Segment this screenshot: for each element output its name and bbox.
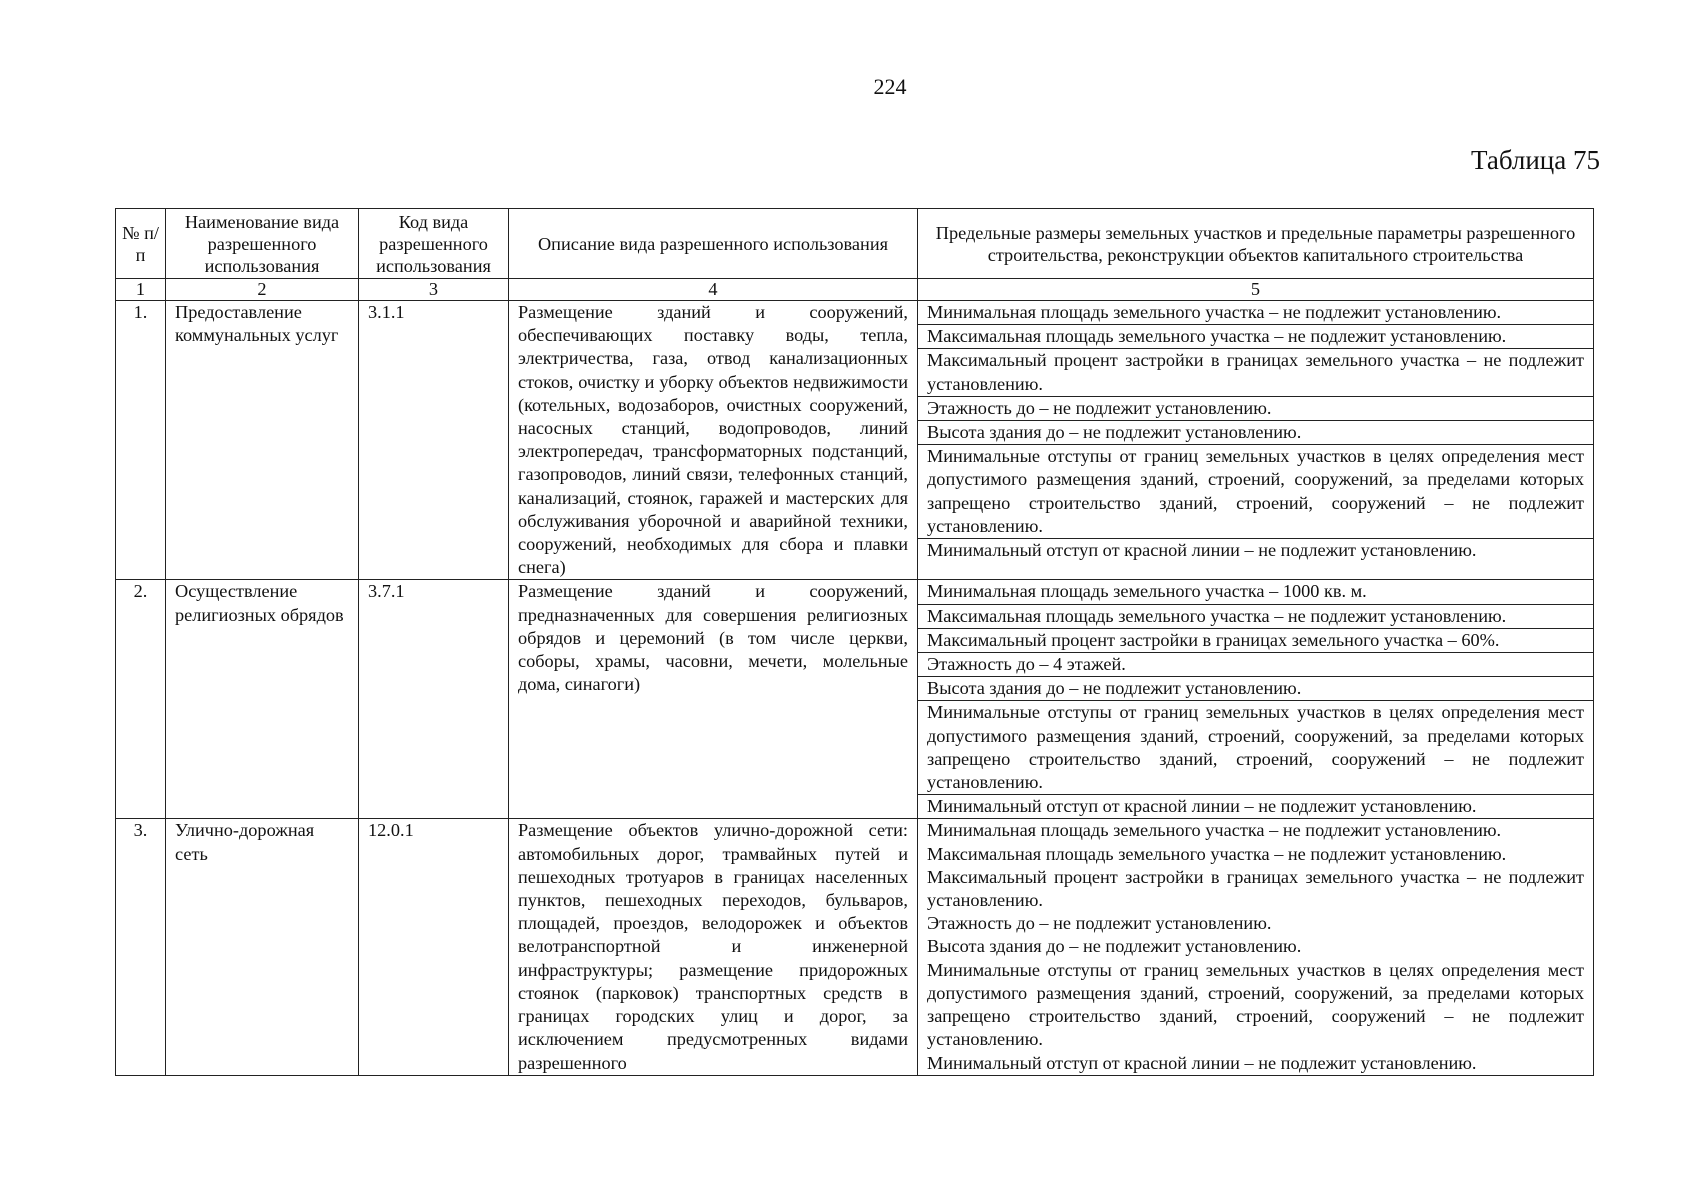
row-params	[918, 580, 1594, 819]
table-row	[116, 301, 1594, 580]
table-header-row	[116, 209, 1594, 279]
land-use-table	[115, 208, 1594, 1076]
param-min-area: Минимальная площадь земельного участка – не подлежит установлению.	[918, 301, 1593, 325]
row-description: Размещение зданий и сооружений, предназначенных для совершения религиозных обрядов и церемоний (в том числе церкви, соборы, храмы, часовни, мечети, молельные дома, синагоги)	[509, 580, 918, 819]
row-name: Осуществление религиозных обрядов	[166, 580, 359, 819]
header-number: № п/п	[116, 209, 166, 279]
param-max-area: Максимальная площадь земельного участка – не подлежит установлению.	[918, 325, 1593, 349]
param-min-offsets: Минимальные отступы от границ земельных участков в целях определения мест допустимого размещения зданий, строений, сооружений, за пределами которых запрещено строительство зданий, строений, сооружений – не подлежит установлению.	[918, 701, 1593, 795]
row-name: Предоставление коммунальных услуг	[166, 301, 359, 580]
header-description: Описание вида разрешенного использования	[509, 209, 918, 279]
header-params: Предельные размеры земельных участков и предельные параметры разрешенного строительства, реконструкции объектов капитального строительства	[918, 209, 1594, 279]
param-red-line-offset: Минимальный отступ от красной линии – не подлежит установлению.	[927, 1052, 1477, 1073]
row-code: 3.1.1	[359, 301, 509, 580]
table-row	[116, 580, 1594, 819]
param-floors: Этажность до – не подлежит установлению.	[918, 397, 1593, 421]
row-params	[918, 819, 1594, 1075]
table-row	[116, 819, 1594, 1075]
row-description: Размещение объектов улично-дорожной сети: автомобильных дорог, трамвайных путей и пешеходных тротуаров в границах населенных пунктов, пешеходных переходов, бульваров, площадей, проездов, велодорожек и объектов велотранспортной и инженерной инфраструктуры; размещение придорожных стоянок (парковок) транспортных средств в границах городских улиц и дорог, за исключением предусмотренных видами разрешенного	[509, 819, 918, 1075]
param-max-area: Максимальная площадь земельного участка – не подлежит установлению.	[918, 605, 1593, 629]
param-red-line-offset: Минимальный отступ от красной линии – не подлежит установлению.	[927, 540, 1477, 561]
column-number: 1	[116, 279, 166, 301]
param-height: Высота здания до – не подлежит установлению.	[918, 677, 1593, 701]
table-caption: Таблица 75	[1471, 145, 1600, 175]
row-code: 3.7.1	[359, 580, 509, 819]
param-height: Высота здания до – не подлежит установлению.	[918, 421, 1593, 445]
row-number: 3.	[116, 819, 166, 1075]
param-max-build-percent: Максимальный процент застройки в границах земельного участка – не подлежит установлению.	[918, 349, 1593, 396]
param-min-offsets: Минимальные отступы от границ земельных участков в целях определения мест допустимого размещения зданий, строений, сооружений, за пределами которых запрещено строительство зданий, строений, сооружений – не подлежит установлению.	[927, 959, 1584, 1050]
row-number: 1.	[116, 301, 166, 580]
column-number: 5	[918, 279, 1594, 301]
row-description: Размещение зданий и сооружений, обеспечивающих поставку воды, тепла, электричества, газа, отвод канализационных стоков, очистку и уборку объектов недвижимости (котельных, водозаборов, очистных сооружений, насосных станций, водопроводов, линий электропередач, трансформаторных подстанций, газопроводов, линий связи, телефонных станций, канализаций, стоянок, гаражей и мастерских для обслуживания уборочной и аварийной техники, сооружений, необходимых для сбора и плавки снега)	[509, 301, 918, 580]
param-min-offsets: Минимальные отступы от границ земельных участков в целях определения мест допустимого размещения зданий, строений, сооружений, за пределами которых запрещено строительство зданий, строений, сооружений – не подлежит установлению.	[918, 445, 1593, 539]
param-floors: Этажность до – не подлежит установлению.	[927, 913, 1272, 934]
header-name: Наименование вида разрешенного использования	[166, 209, 359, 279]
column-number: 3	[359, 279, 509, 301]
column-number-row	[116, 279, 1594, 301]
param-max-build-percent: Максимальный процент застройки в границах земельного участка – 60%.	[918, 629, 1593, 653]
param-height: Высота здания до – не подлежит установлению.	[927, 936, 1302, 957]
param-floors: Этажность до – 4 этажей.	[918, 653, 1593, 677]
param-red-line-offset: Минимальный отступ от красной линии – не подлежит установлению.	[927, 796, 1477, 817]
row-name: Улично-дорожная сеть	[166, 819, 359, 1075]
param-min-area: Минимальная площадь земельного участка – 1000 кв. м.	[918, 580, 1593, 604]
param-max-build-percent: Максимальный процент застройки в границах земельного участка – не подлежит установлению.	[927, 866, 1584, 911]
param-min-area: Минимальная площадь земельного участка – не подлежит установлению.	[927, 820, 1502, 841]
row-number: 2.	[116, 580, 166, 819]
column-number: 4	[509, 279, 918, 301]
page-number: 224	[873, 74, 907, 99]
row-code: 12.0.1	[359, 819, 509, 1075]
row-params	[918, 301, 1594, 580]
header-code: Код вида разрешенного использования	[359, 209, 509, 279]
param-max-area: Максимальная площадь земельного участка – не подлежит установлению.	[927, 843, 1507, 864]
column-number: 2	[166, 279, 359, 301]
